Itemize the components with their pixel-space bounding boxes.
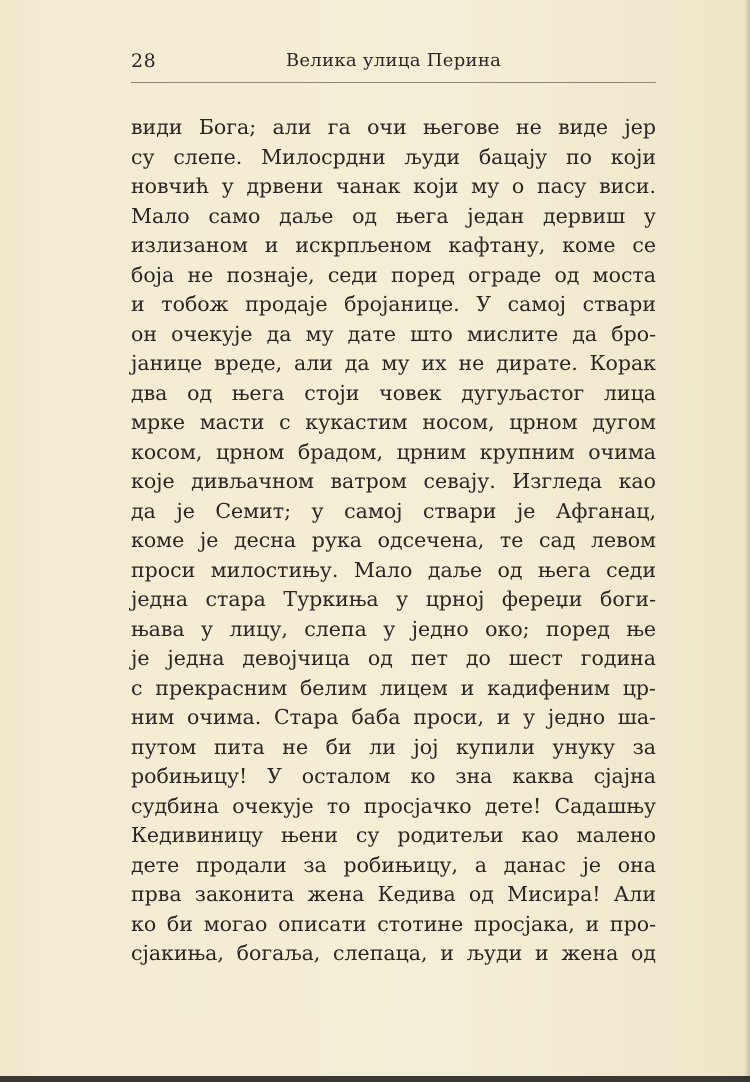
text-line: да је Семит; у самој ствари је Афганац, xyxy=(131,498,656,523)
text-line: прва законита жена Кедива од Мисира! Али xyxy=(131,882,656,906)
text-line: види Бога; али га очи његове не виде јер xyxy=(131,115,656,139)
text-line: је једна девојчица од пет до шест година xyxy=(131,646,656,670)
page-edge-shadow xyxy=(744,0,750,1082)
text-line: Кедивиницу њени су родитељи као малено xyxy=(131,823,656,847)
text-line: два од њега стоји човек дугуљастог лица xyxy=(131,380,656,405)
text-line: робињицу! У осталом ко зна каква сјајна xyxy=(131,764,656,788)
text-line: ним очима. Стара баба проси, и у једно ша- xyxy=(131,705,656,729)
text-line: косом, црном брадом, црним крупним очима xyxy=(131,439,656,464)
text-line: мрке масти с кукастим носом, црном дугом xyxy=(131,410,656,434)
text-line: сјакиња, богаља, слепаца, и људи и жена од xyxy=(131,941,656,965)
text-line: коме је десна рука одсечена, те сад левом xyxy=(131,528,656,552)
text-line: новчић у дрвени чанак који му о пасу виси. xyxy=(131,174,656,198)
text-line: судбина очекује то просјачко дете! Садашњу xyxy=(131,793,656,818)
body-text xyxy=(131,113,656,969)
text-line: проси милостињу. Мало даље од њега седи xyxy=(131,557,656,582)
text-line: излизаном и искрпљеном кафтану, коме се xyxy=(131,233,656,257)
text-line: дете продали за робињицу, а данас је она xyxy=(131,852,656,877)
text-line: једна стара Туркиња у црној фереџи боги- xyxy=(131,587,656,611)
text-line: путом пита не би ли јој купили унуку за xyxy=(131,734,656,759)
text-line: с прекрасним белим лицем и кадифеним цр- xyxy=(131,675,656,700)
running-title: Велика улица Перина xyxy=(285,50,502,71)
page-bottom-edge xyxy=(0,1076,750,1082)
page-header xyxy=(131,48,656,83)
text-line: он очекује да му дате што мислите да бро- xyxy=(131,321,656,346)
page-number: 28 xyxy=(131,50,157,72)
text-line: су слепе. Милосрдни људи бацају по који xyxy=(131,144,656,169)
text-line: ко би могао описати стотине просјака, и про- xyxy=(131,911,656,936)
text-line: и тобож продаје бројанице. У самој ствари xyxy=(131,292,656,316)
text-line: јанице вреде, али да му их не дирате. Корак xyxy=(131,351,656,375)
text-line: Мало само даље од њега један дервиш у xyxy=(131,203,656,228)
text-line: боја не познаје, седи поред ограде од моста xyxy=(131,262,656,287)
text-line: њава у лицу, слепа у једно око; поред ње xyxy=(131,616,656,641)
text-line: које дивљачном ватром севају. Изгледа као xyxy=(131,469,656,493)
